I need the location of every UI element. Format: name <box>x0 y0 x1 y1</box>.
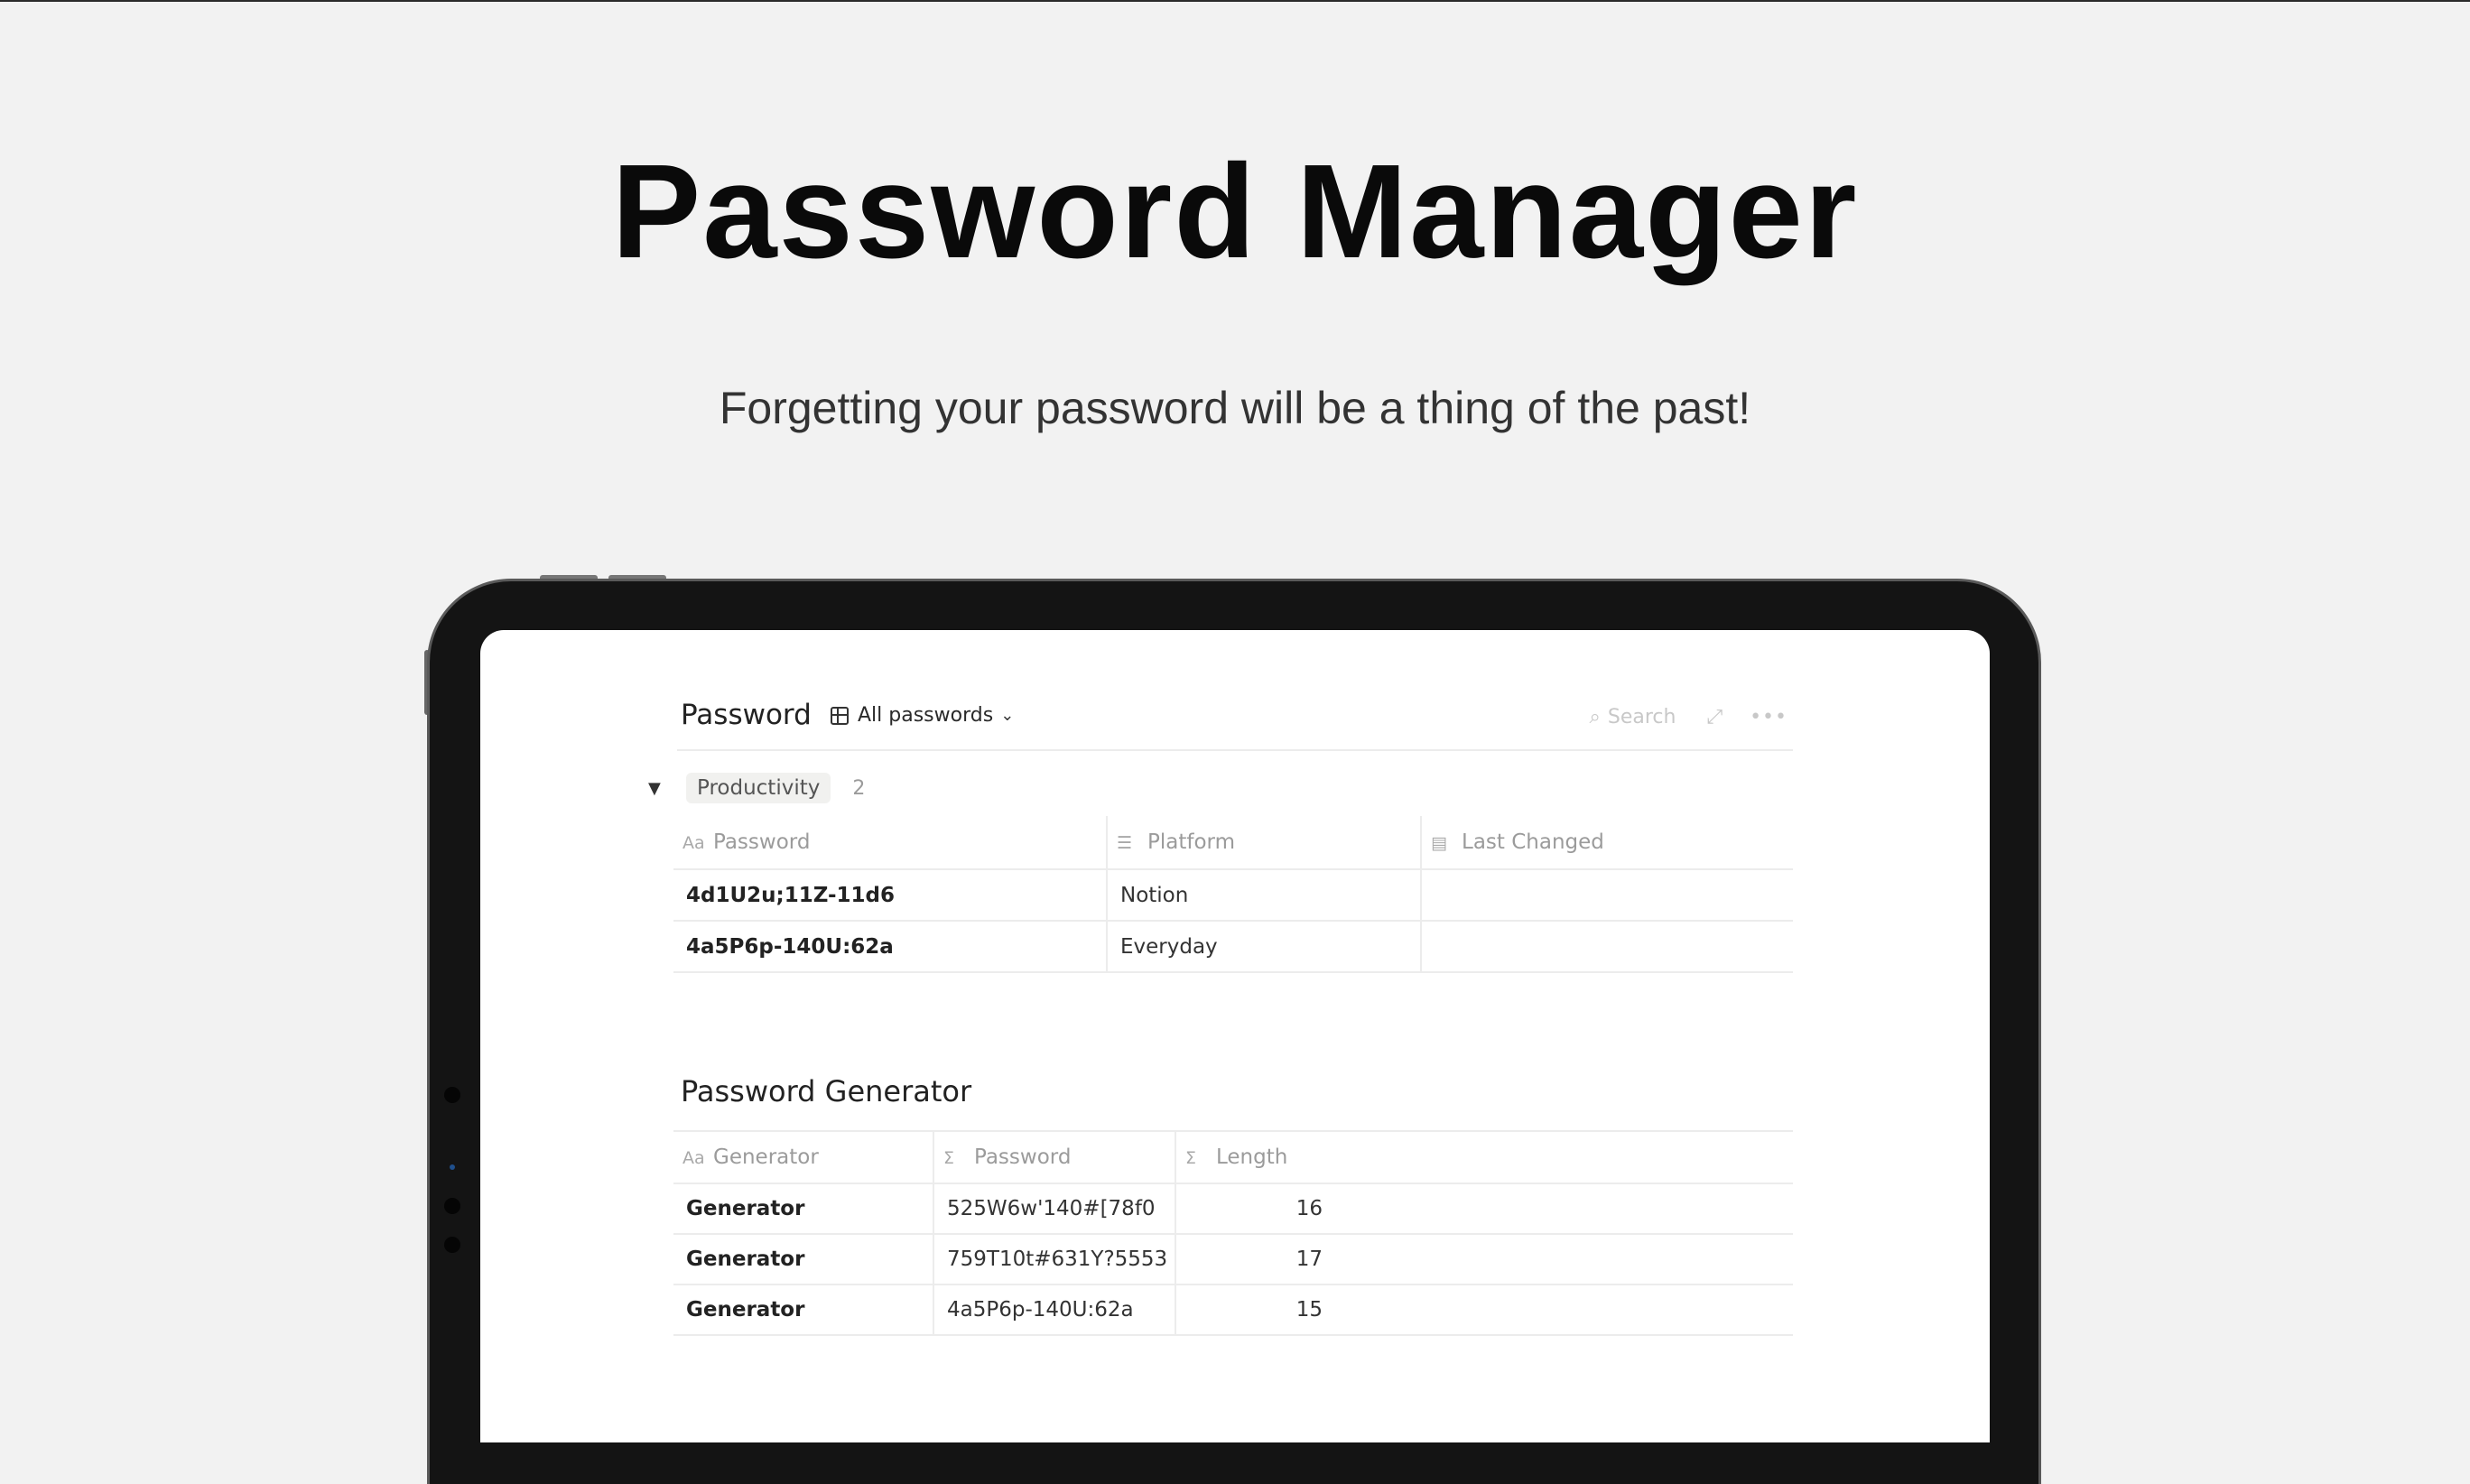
title-property-icon: Aa <box>682 833 705 853</box>
column-header-password[interactable]: Σ Password <box>933 1131 1175 1183</box>
more-options-icon[interactable]: ••• <box>1750 706 1788 728</box>
database-toolbar <box>1590 706 1793 728</box>
title-property-icon: Aa <box>682 1148 705 1168</box>
search-button[interactable]: Search <box>1607 706 1676 728</box>
column-header-platform[interactable]: ☰ Platform <box>1107 816 1421 869</box>
camera-dot <box>444 1198 460 1214</box>
hero-title: Password Manager <box>611 137 1859 286</box>
database-title[interactable]: Password <box>681 699 812 731</box>
formula-icon: Σ <box>1185 1148 1197 1168</box>
chevron-down-icon: ⌄ <box>1000 706 1015 725</box>
generator-table <box>673 1130 1793 1336</box>
table-row[interactable] <box>673 869 1793 921</box>
camera-dot <box>444 1087 460 1103</box>
view-label: All passwords <box>858 704 994 727</box>
length-cell[interactable]: 16 <box>1175 1183 1793 1234</box>
table-icon <box>831 707 849 725</box>
expand-icon[interactable]: ⤢ <box>1706 706 1723 728</box>
table-row[interactable] <box>673 921 1793 972</box>
search-icon[interactable]: ⌕ <box>1589 706 1601 728</box>
top-border <box>0 0 2470 2</box>
camera-dot <box>444 1237 460 1253</box>
generated-password-cell[interactable]: 759T10t#631Y?5553 <box>933 1234 1175 1285</box>
generated-password-cell[interactable]: 4a5P6p-140U:62a <box>933 1285 1175 1335</box>
text-property-icon: ☰ <box>1117 833 1133 853</box>
password-cell[interactable]: 4a5P6p-140U:62a <box>673 921 1107 972</box>
formula-icon: Σ <box>943 1148 955 1168</box>
database-header <box>677 695 1793 751</box>
length-cell[interactable]: 15 <box>1175 1285 1793 1335</box>
group-label: Productivity <box>686 773 831 803</box>
platform-cell[interactable]: Notion <box>1107 869 1421 921</box>
platform-cell[interactable]: Everyday <box>1107 921 1421 972</box>
notion-page <box>648 630 1793 1442</box>
date-property-icon: ▤ <box>1431 833 1447 853</box>
table-header-row <box>673 816 1793 869</box>
hero-subtitle: Forgetting your password will be a thing of the past! <box>719 383 1751 433</box>
group-count: 2 <box>852 776 866 800</box>
table-row[interactable] <box>673 1285 1793 1335</box>
password-cell[interactable]: 4d1U2u;11Z-11d6 <box>673 869 1107 921</box>
column-header-last-changed[interactable]: ▤ Last Changed <box>1421 816 1793 869</box>
last-changed-cell[interactable] <box>1421 869 1793 921</box>
generator-name-cell[interactable]: Generator <box>673 1285 933 1335</box>
collapse-triangle-icon[interactable]: ▼ <box>648 778 661 798</box>
generator-title[interactable]: Password Generator <box>681 1074 972 1108</box>
group-header <box>648 773 865 803</box>
last-changed-cell[interactable] <box>1421 921 1793 972</box>
column-header-password[interactable]: Aa Password <box>673 816 1107 869</box>
generator-name-cell[interactable]: Generator <box>673 1234 933 1285</box>
column-header-generator[interactable]: Aa Generator <box>673 1131 933 1183</box>
length-cell[interactable]: 17 <box>1175 1234 1793 1285</box>
generated-password-cell[interactable]: 525W6w'140#[78f0 <box>933 1183 1175 1234</box>
tablet-screen <box>480 630 1990 1442</box>
view-switcher[interactable] <box>831 704 1014 727</box>
table-row[interactable] <box>673 1234 1793 1285</box>
passwords-table <box>673 816 1793 973</box>
generator-name-cell[interactable]: Generator <box>673 1183 933 1234</box>
camera-lens <box>450 1164 455 1170</box>
table-header-row <box>673 1131 1793 1183</box>
table-row[interactable] <box>673 1183 1793 1234</box>
column-header-length[interactable]: Σ Length <box>1175 1131 1793 1183</box>
